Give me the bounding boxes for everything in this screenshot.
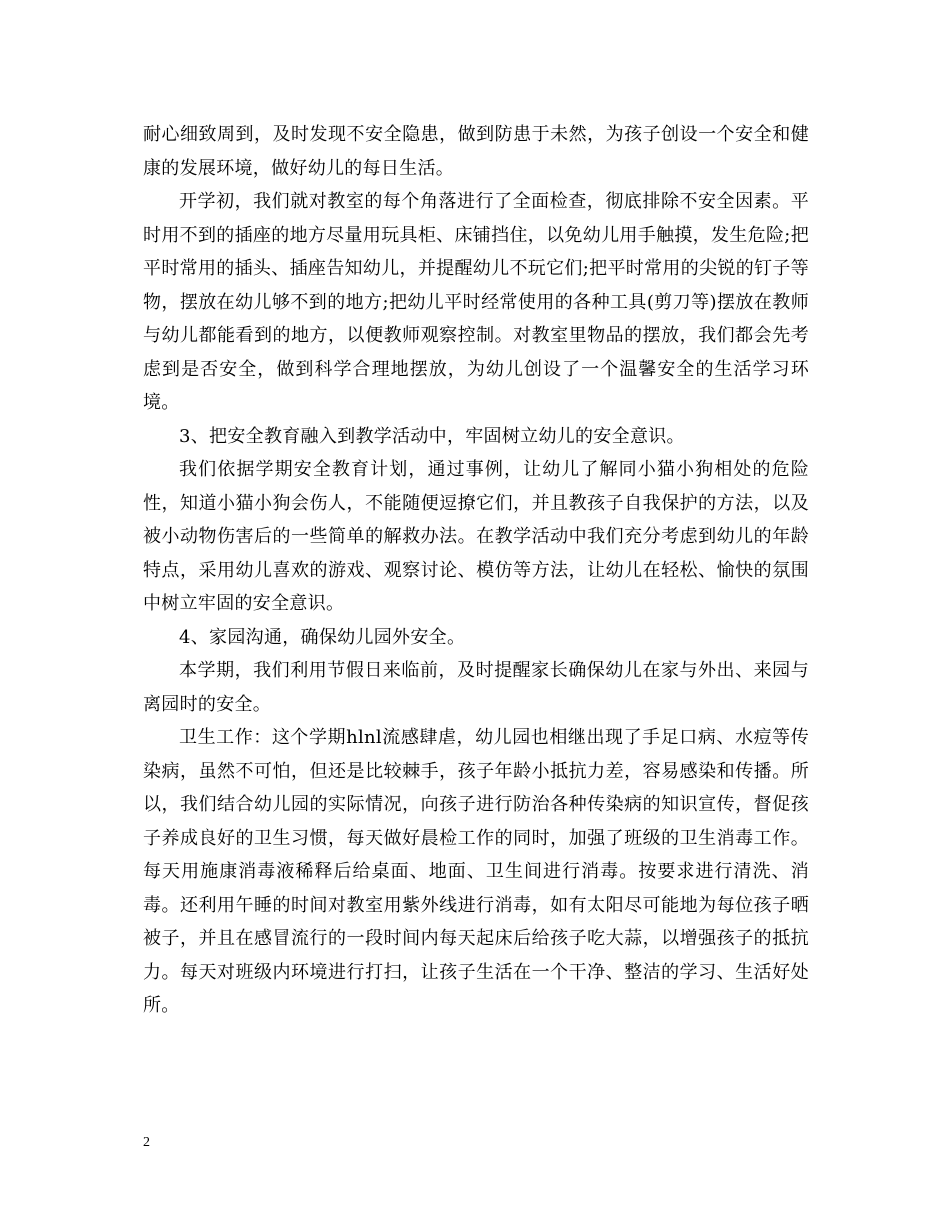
paragraph: 我们依据学期安全教育计划，通过事例，让幼儿了解同小猫小狗相处的危险性，知道小猫小狗会伤人，不能随便逗撩它们，并且教孩子自我保护的方法，以及被小动物伤害后的一些简单的解救办法。在教学活动中我们充分考虑到幼儿的年龄特点，采用幼儿喜欢的游戏、观察讨论、模仿等方法，让幼儿在轻松、愉快的氛围中树立牢固的安全意识。 [143, 459, 809, 614]
section-heading: 4、家园沟通，确保幼儿园外安全。 [179, 626, 466, 648]
page-number: 2 [143, 1135, 150, 1150]
document-body [143, 118, 809, 1023]
paragraph: 卫生工作：这个学期hlnl流感肆虐，幼儿园也相继出现了手足口病、水痘等传染病，虽然不可怕，但还是比较棘手，孩子年龄小抵抗力差，容易感染和传播。所以，我们结合幼儿园的实际情况，向孩子进行防治各种传染病的知识宣传，督促孩子养成良好的卫生习惯，每天做好晨检工作的同时，加强了班级的卫生消毒工作。每天用施康消毒液稀释后给桌面、地面、卫生间进行消毒。按要求进行清洗、消毒。还利用午睡的时间对教室用紫外线进行消毒，如有太阳尽可能地为每位孩子晒被子，并且在感冒流行的一段时间内每天起床后给孩子吃大蒜，以增强孩子的抵抗力。每天对班级内环境进行打扫，让孩子生活在一个干净、整洁的学习、生活好处所。 [143, 727, 809, 1016]
paragraph: 开学初，我们就对教室的每个角落进行了全面检查，彻底排除不安全因素。平时用不到的插座的地方尽量用玩具柜、床铺挡住，以免幼儿用手触摸，发生危险;把平时常用的插头、插座告知幼儿，并提醒幼儿不玩它们;把平时常用的尖锐的钉子等物，摆放在幼儿够不到的地方;把幼儿平时经常使用的各种工具(剪刀等)摆放在教师与幼儿都能看到的地方，以便教师观察控制。对教室里物品的摆放，我们都会先考虑到是否安全，做到科学合理地摆放，为幼儿创设了一个温馨安全的生活学习环境。 [143, 191, 809, 413]
section-heading: 3、把安全教育融入到教学活动中，牢固树立幼儿的安全意识。 [179, 425, 685, 447]
paragraph: 本学期，我们利用节假日来临前，及时提醒家长确保幼儿在家与外出、来园与离园时的安全。 [143, 660, 809, 715]
paragraph: 耐心细致周到，及时发现不安全隐患，做到防患于未然，为孩子创设一个安全和健康的发展环境，做好幼儿的每日生活。 [143, 124, 809, 179]
